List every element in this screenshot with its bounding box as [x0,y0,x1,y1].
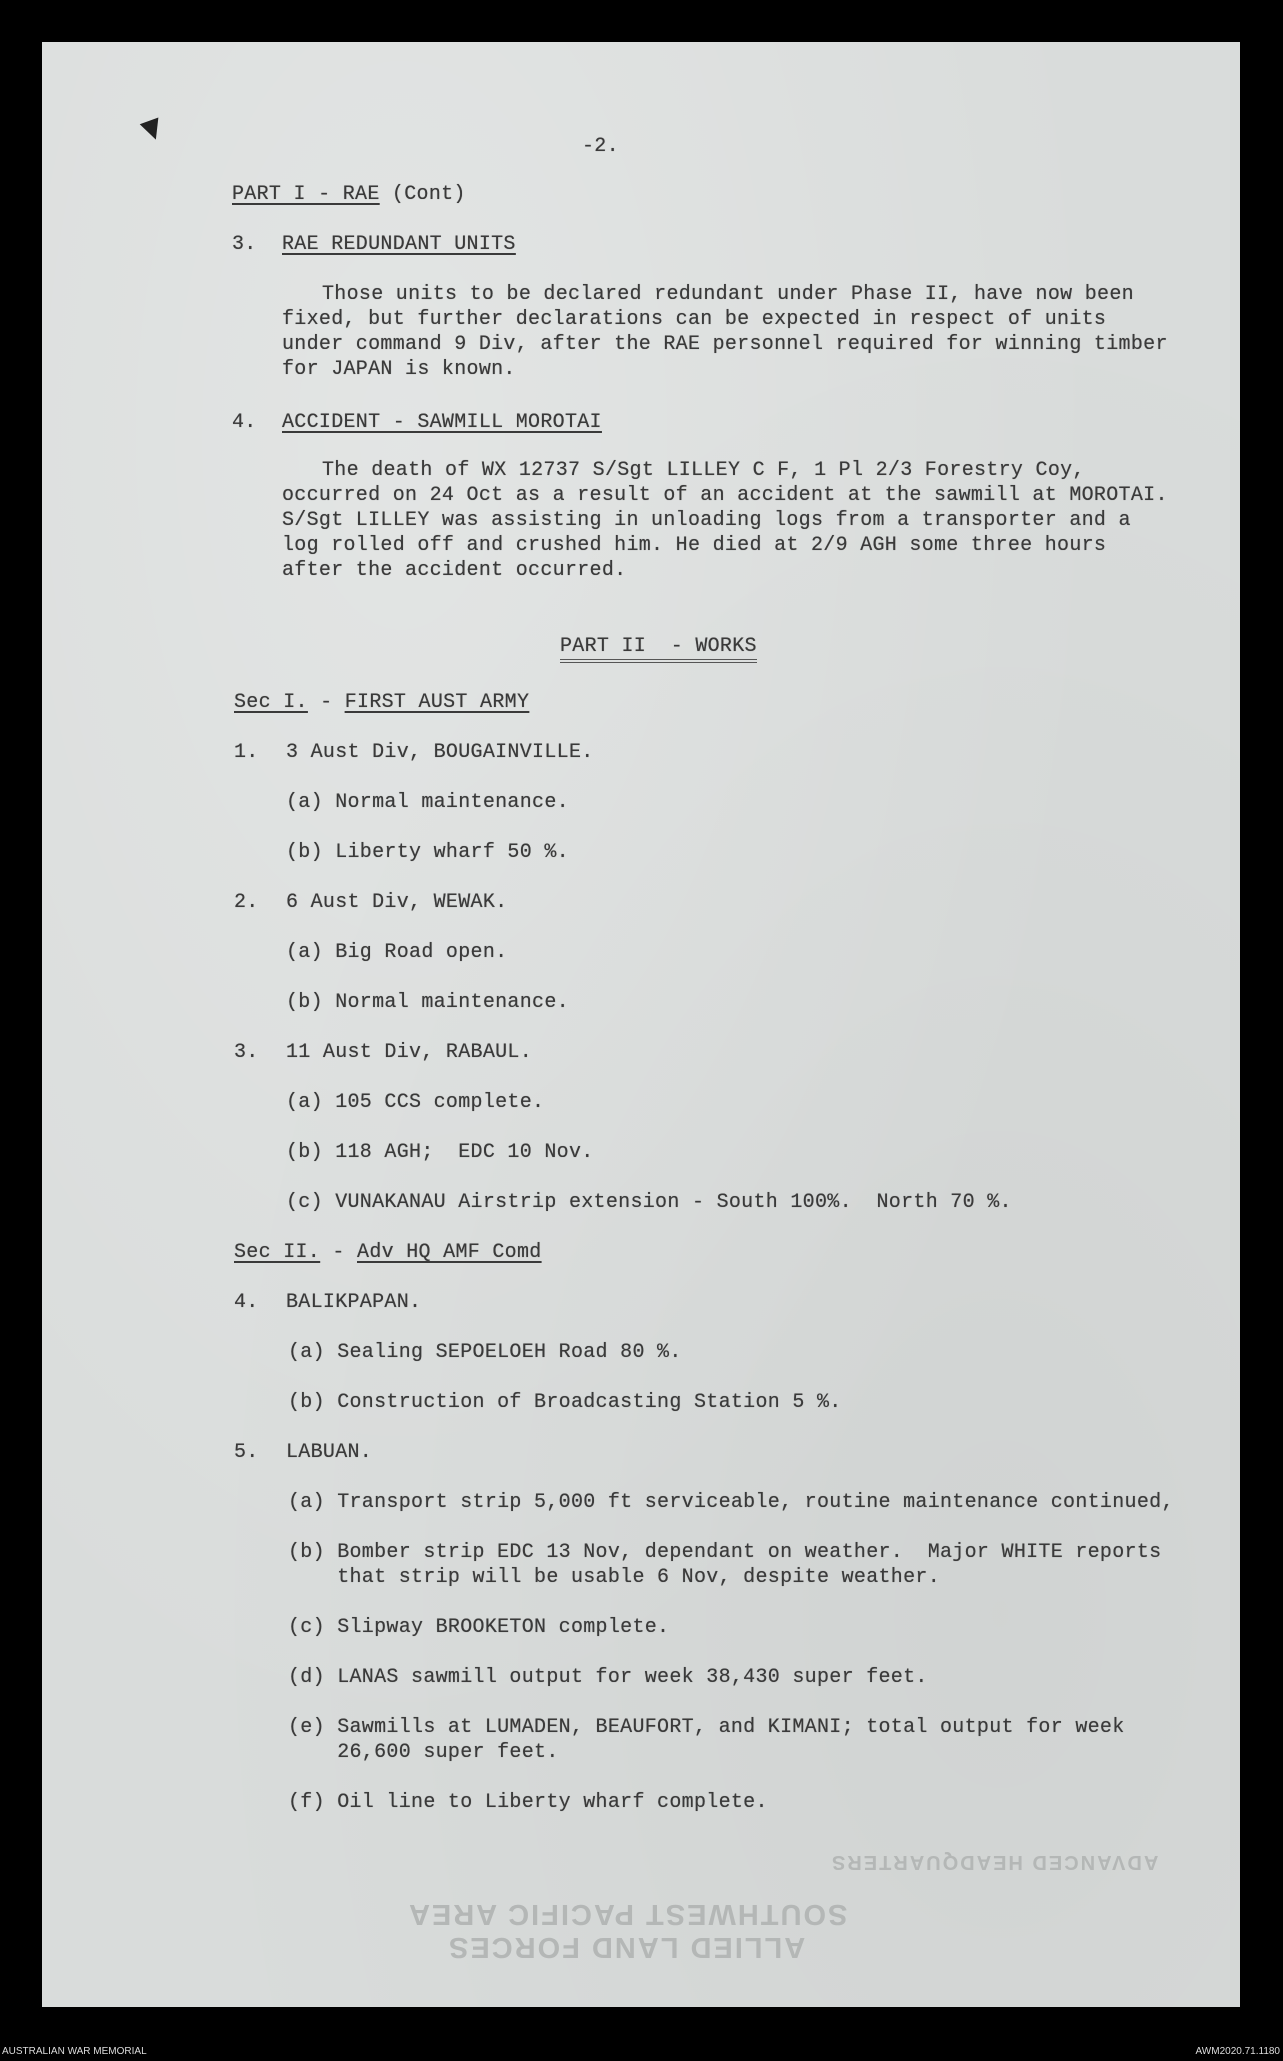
sec1-item1-sub-b: (b) Liberty wharf 50 %. [286,841,569,864]
part2-title: PART II - WORKS [560,635,757,663]
sec1-item3-number: 3. [234,1041,259,1064]
sec2-item5-sub-c: (c) Slipway BROOKETON complete. [288,1616,670,1639]
stamp-line-3: ALLIED LAND FORCES [447,1931,806,1963]
sec1-title: FIRST AUST ARMY [344,691,530,714]
item3-heading: RAE REDUNDANT UNITS [282,233,516,256]
stamp-line-2: SOUTHWEST PACIFIC AREA [407,1898,848,1930]
part1-title: PART I - RAE [232,183,380,206]
sec2-item5-sub-e-cont: 26,600 super feet. [288,1741,559,1764]
sec2-title: Adv HQ AMF Comd [357,1241,542,1264]
sec2-sep: - [320,1241,358,1264]
part2-heading [560,634,757,659]
item4-number: 4. [232,411,257,434]
sec1-item1-sub-a: (a) Normal maintenance. [286,791,569,814]
sec1-sep: - [307,691,345,714]
sec1-item2-number: 2. [234,891,259,914]
sec2-item5-sub-b: (b) Bomber strip EDC 13 Nov, dependant on weather. Major WHITE reports [288,1541,1162,1564]
sec1-item2-sub-b: (b) Normal maintenance. [286,991,569,1014]
sec2-label: Sec II. [234,1241,321,1264]
sec2-item5-sub-d: (d) LANAS sawmill output for week 38,430 super feet. [288,1666,928,1689]
sec2-item5-text: LABUAN. [286,1441,373,1464]
sec1-item1-text: 3 Aust Div, BOUGAINVILLE. [286,741,594,764]
sec1-item3-sub-a: (a) 105 CCS complete. [286,1091,545,1114]
sec2-item5-sub-e: (e) Sawmills at LUMADEN, BEAUFORT, and KIMANI; total output for week [288,1716,1125,1739]
item4-line2: occurred on 24 Oct as a result of an accident at the sawmill at MOROTAI. [282,484,1168,507]
punch-hole-mark: ▼ [137,111,167,147]
item4-line3: S/Sgt LILLEY was assisting in unloading logs from a transporter and a [282,509,1131,532]
document-page [42,42,1240,2007]
sec1-heading [234,690,529,715]
part1-title-suffix: (Cont) [379,183,466,206]
page-number: -2. [582,135,619,158]
sec2-item5-sub-b-cont: that strip will be usable 6 Nov, despite weather. [288,1566,941,1589]
sec1-item3-sub-c: (c) VUNAKANAU Airstrip extension - South 100%. North 70 %. [286,1191,1012,1214]
sec2-item5-number: 5. [234,1441,259,1464]
footer-left: AUSTRALIAN WAR MEMORIAL [2,2046,147,2057]
item4-line4: log rolled off and crushed him. He died at 2/9 AGH some three hours [282,534,1107,557]
footer-right: AWM2020.71.1180 [1195,2046,1280,2057]
sec2-item4-text: BALIKPAPAN. [286,1291,422,1314]
item3-line4: for JAPAN is known. [282,358,516,381]
sec2-item4-sub-a: (a) Sealing SEPOELOEH Road 80 %. [288,1341,682,1364]
part1-heading [232,182,466,207]
item4-heading: ACCIDENT - SAWMILL MOROTAI [282,411,602,434]
item3-line3: under command 9 Div, after the RAE personnel required for winning timber [282,333,1168,356]
sec2-item4-sub-b: (b) Construction of Broadcasting Station 5 %. [288,1391,842,1414]
sec1-item3-sub-b: (b) 118 AGH; EDC 10 Nov. [286,1141,594,1164]
sec1-item1-number: 1. [234,741,259,764]
sec2-item5-sub-a: (a) Transport strip 5,000 ft serviceable, routine maintenance continued, [288,1491,1174,1514]
item3-number: 3. [232,233,257,256]
sec2-item5-sub-f: (f) Oil line to Liberty wharf complete. [288,1791,768,1814]
item4-line1: The death of WX 12737 S/Sgt LILLEY C F, 1 Pl 2/3 Forestry Coy, [322,459,1085,482]
item4-line5: after the accident occurred. [282,559,627,582]
sec2-item4-number: 4. [234,1291,259,1314]
sec1-item3-text: 11 Aust Div, RABAUL. [286,1041,533,1064]
item3-line2: fixed, but further declarations can be expected in respect of units [282,308,1107,331]
stamp-line-1: ADVANCED HEADQUARTERS [830,1851,1159,1873]
sec2-heading [234,1240,542,1265]
sec1-item2-text: 6 Aust Div, WEWAK. [286,891,508,914]
sec1-item2-sub-a: (a) Big Road open. [286,941,508,964]
item3-line1: Those units to be declared redundant under Phase II, have now been [322,283,1134,306]
sec1-label: Sec I. [234,691,308,714]
